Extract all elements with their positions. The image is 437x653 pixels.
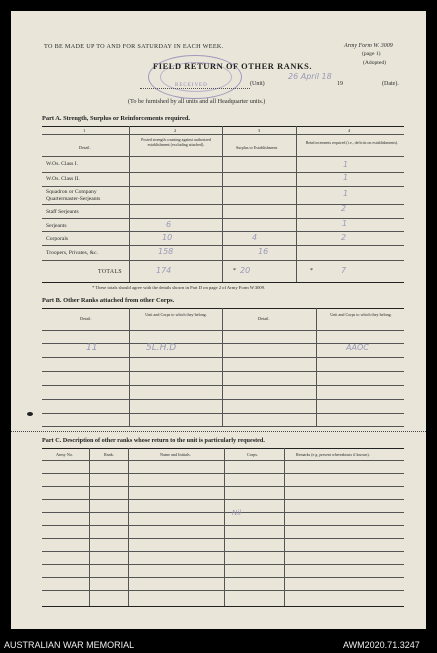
part-b-header-detail-1: Detail.: [80, 316, 92, 321]
row-reinf-wo2: 1: [343, 173, 349, 182]
col-header-surplus: Surplus to Establishment.: [236, 145, 278, 150]
part-c-header-remarks: Remarks (e.g. present whereabouts if known).: [296, 452, 370, 457]
part-b-title: Part B. Other Ranks attached from other Corps.: [42, 297, 175, 304]
part-c-header-name: Name and Initials.: [160, 452, 191, 457]
part-a-title: Part A. Strength, Surplus or Reinforcements required.: [42, 115, 190, 122]
col-header-posted: Posted strength counting against authorized establishment (excluding attached).: [141, 137, 211, 147]
part-c-header-corps: Corps.: [247, 452, 259, 457]
form-instruction: TO BE MADE UP TO AND FOR SATURDAY IN EACH WEEK.: [44, 43, 224, 50]
row-posted-corporals: 10: [162, 233, 173, 242]
punch-mark: [27, 412, 33, 416]
part-b-unit-value-2: AAOC: [346, 343, 369, 352]
part-b-detail-value: 11: [86, 343, 98, 353]
unit-label: (Unit): [250, 81, 265, 87]
form-id: Army Form W. 3009: [344, 43, 393, 49]
part-b-header-unit-1: Unit and Corps to which they belong.: [145, 312, 207, 317]
unit-line: [140, 88, 250, 89]
part-b-unit-value: 5L.H.D: [146, 343, 177, 353]
row-reinf-wo1: 1: [343, 160, 349, 169]
totals-posted: 174: [156, 266, 172, 275]
part-c-header-rank: Rank.: [104, 452, 114, 457]
col-header-reinf: Reinforcements required (i.e., deficits on establishments).: [305, 140, 399, 145]
col-number-4: 4: [348, 128, 351, 133]
totals-reinf: 7: [341, 266, 347, 275]
row-surplus-corporals: 4: [252, 233, 258, 242]
part-b-header-detail-2: Detail.: [258, 316, 270, 321]
row-detail-staff-serjeants: Staff Serjeants: [46, 209, 79, 215]
stamp-text: RECEIVED: [175, 83, 208, 88]
row-surplus-troopers: 16: [258, 247, 269, 256]
row-reinf-serjeants: 1: [342, 219, 348, 228]
date-handwritten: 26 April 18: [288, 72, 332, 81]
row-posted-troopers: 158: [158, 247, 174, 256]
row-detail-troopers: Troopers, Privates, &c.: [46, 250, 98, 256]
col-number-1: 1: [83, 128, 86, 133]
footer-attribution: AUSTRALIAN WAR MEMORIAL: [4, 640, 135, 650]
part-c-title: Part C. Description of other ranks whose return to the unit is particularly requested.: [42, 437, 265, 444]
row-posted-serjeants: 6: [166, 220, 172, 229]
form-adopted: (Adopted): [363, 60, 386, 66]
row-detail-serjeants: Serjeants: [46, 223, 67, 229]
col-number-3: 3: [258, 128, 261, 133]
totals-surplus: 20: [240, 266, 251, 275]
row-reinf-staff-serjeants: 2: [341, 204, 347, 213]
furnish-note: (To be furnished by all units and all Headquarter units.): [128, 98, 266, 105]
totals-label: TOTALS: [98, 269, 123, 275]
row-reinf-cqms: 1: [343, 189, 349, 198]
col-number-2: 2: [174, 128, 177, 133]
part-c-header-army-no: Army No.: [56, 452, 73, 457]
totals-surplus-marker: *: [233, 268, 236, 274]
part-a-footnote: * These totals should agree with the details shown in Part D on page 2 of Army Form W.3009.: [92, 285, 266, 290]
perforation-line: [11, 431, 426, 432]
date-label: (Date).: [382, 81, 399, 87]
row-detail-corporals: Corporals: [46, 236, 69, 242]
row-detail-wo1: W.Os. Class I.: [46, 161, 78, 167]
part-c-nil-note: Nil: [232, 509, 242, 517]
part-a-top-rule: [42, 126, 404, 127]
date-prefix: 19: [337, 81, 343, 87]
row-detail-wo2: W.Os. Class II.: [46, 176, 80, 182]
part-b-header-unit-2: Unit and Corps to which they belong.: [330, 312, 392, 317]
form-title: FIELD RETURN OF OTHER RANKS.: [153, 62, 313, 71]
col-header-detail: Detail.: [79, 145, 91, 150]
row-detail-cqms: Squadron or Company Quartermaster-Serjeants: [46, 189, 101, 202]
form-page-number: (page 1): [362, 51, 381, 57]
footer-accession-number: AWM2020.71.3247: [343, 640, 420, 650]
row-reinf-corporals: 2: [341, 233, 347, 242]
totals-reinf-marker: *: [310, 268, 313, 274]
